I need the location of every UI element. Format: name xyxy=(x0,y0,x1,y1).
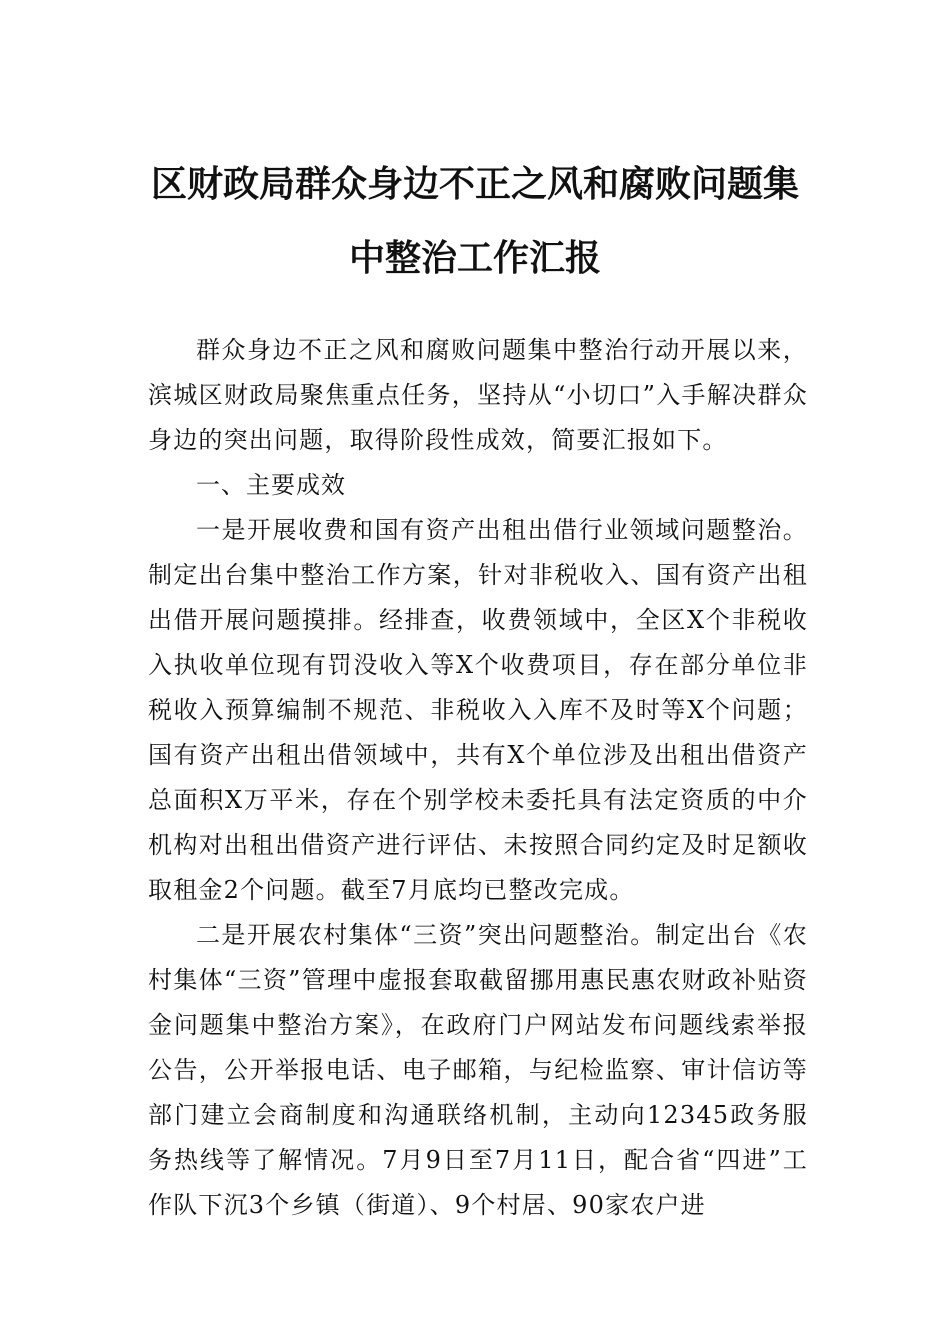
paragraph-rural-collective-assets: 二是开展农村集体“三资”突出问题整治。制定出台《农村集体“三资”管理中虚报套取截留挪用惠民惠农财政补贴资金问题集中整治方案》，在政府门户网站发布问题线索举报公告，公开举报电话、电子邮箱，与纪检监察、审计信访等部门建立会商制度和沟通联络机制，主动向12345政务服务热线等了解情况。7月9日至7月11日，配合省“四进”工作队下沉3个乡镇（街道）、9个村居、90家农户进 xyxy=(148,921,808,1219)
document-body xyxy=(148,328,808,1228)
section-heading-main-results: 一、主要成效 xyxy=(196,471,346,499)
document-title-line-1: 区财政局群众身边不正之风和腐败问题集 xyxy=(150,163,799,205)
paragraph-fee-and-assets: 一是开展收费和国有资产出租出借行业领域问题整治。制定出台集中整治工作方案，针对非税收入、国有资产出租出借开展问题摸排。经排查，收费领域中，全区X个非税收入执收单位现有罚没收入等X个收费项目，存在部分单位非税收入预算编制不规范、非税收入入库不及时等X个问题；国有资产出租出借领域中，共有X个单位涉及出租出借资产总面积X万平米，存在个别学校未委托具有法定资质的中介机构对出租出借资产进行评估、未按照合同约定及时足额收取租金2个问题。截至7月底均已整改完成。 xyxy=(148,516,808,904)
document-title-line-2: 中整治工作汇报 xyxy=(348,237,601,279)
intro-paragraph: 群众身边不正之风和腐败问题集中整治行动开展以来，滨城区财政局聚焦重点任务，坚持从“小切口”入手解决群众身边的突出问题，取得阶段性成效，简要汇报如下。 xyxy=(148,336,808,454)
